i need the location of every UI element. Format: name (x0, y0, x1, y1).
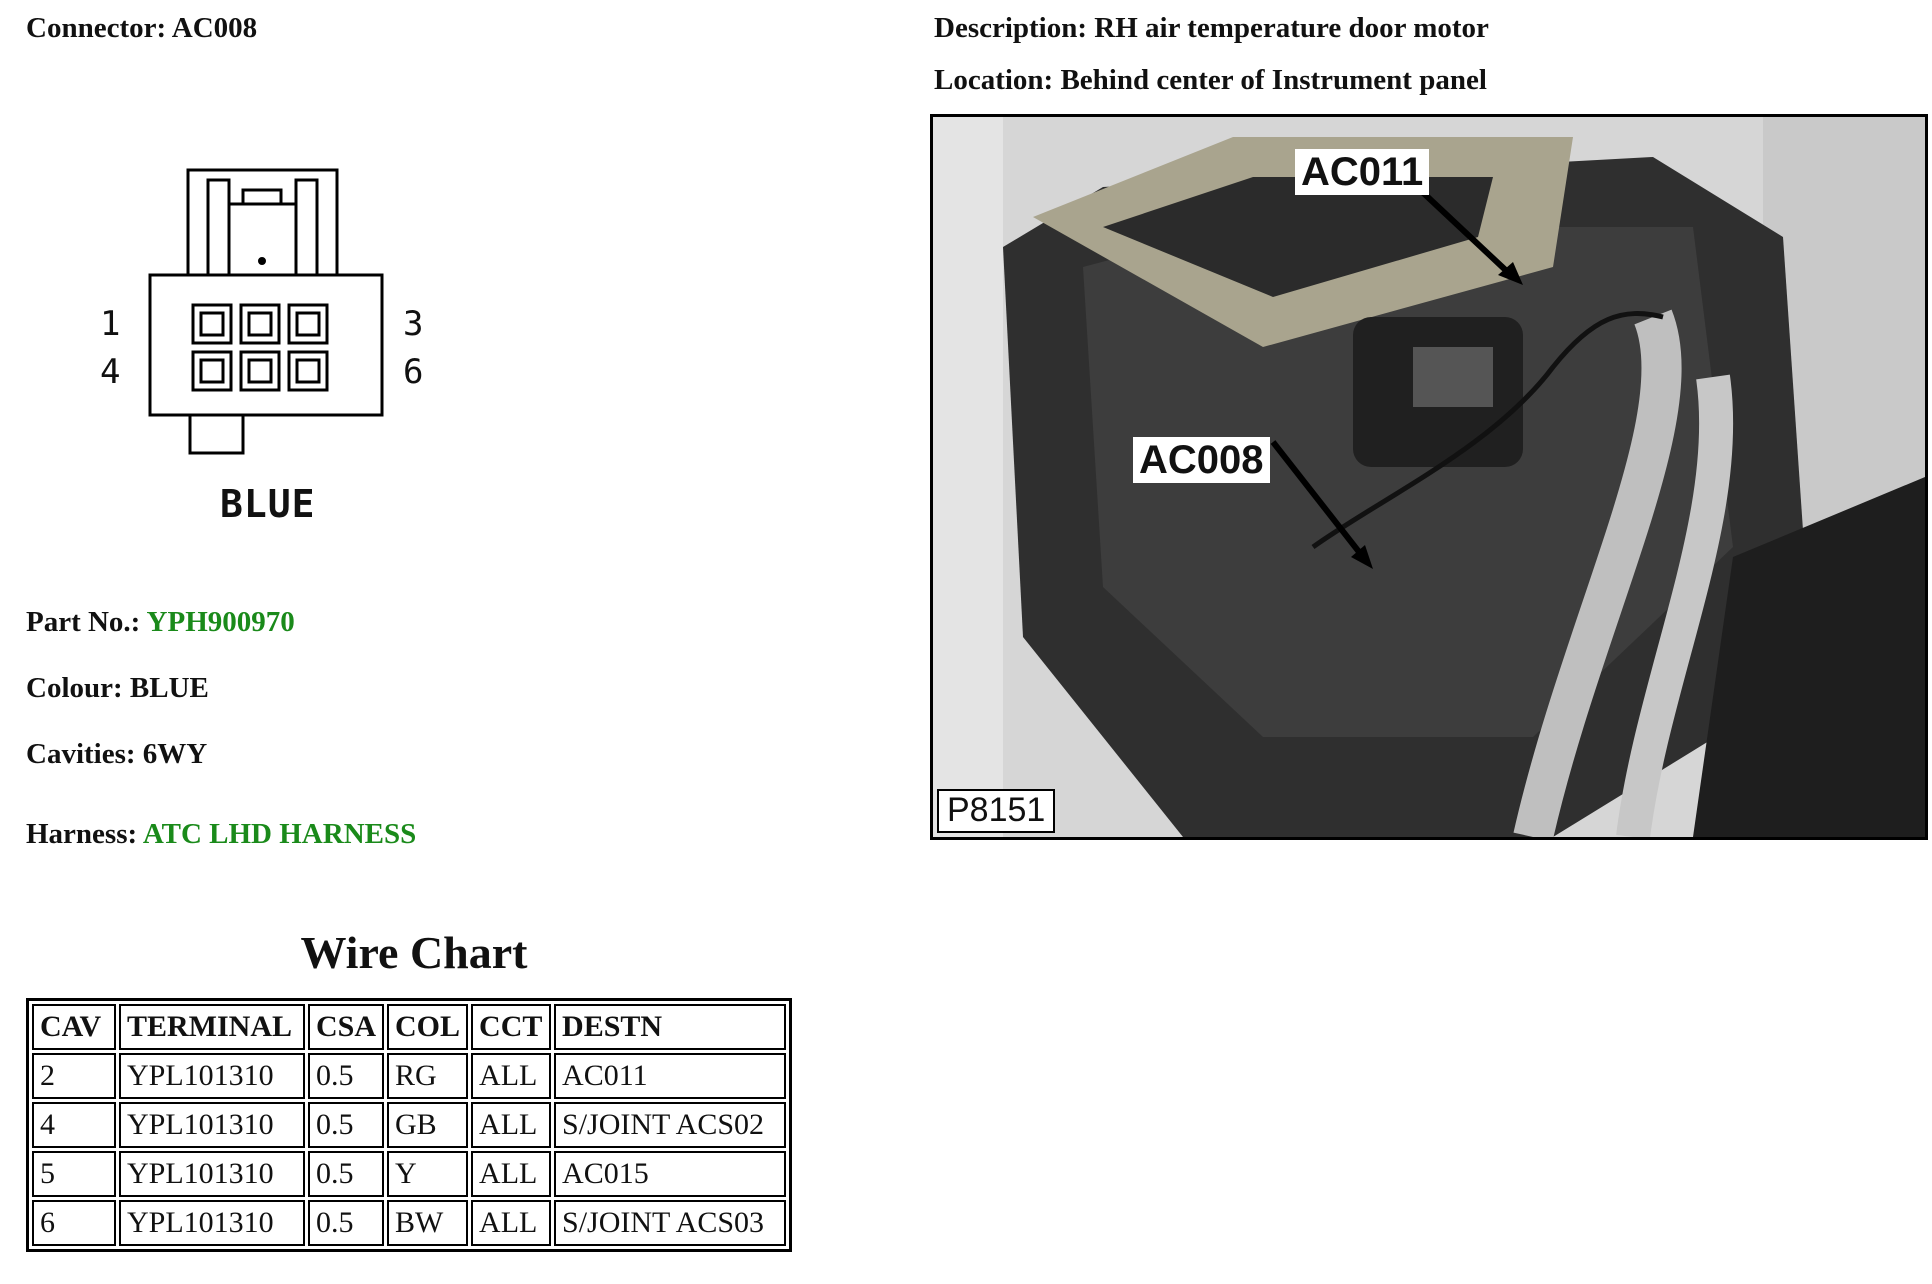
table-cell: S/JOINT ACS03 (554, 1200, 786, 1246)
table-cell: ALL (471, 1151, 551, 1197)
table-cell: 5 (32, 1151, 116, 1197)
photo-code: P8151 (937, 789, 1055, 833)
part-no-line (26, 608, 295, 637)
part-no-label: Part No.: (26, 606, 141, 638)
table-cell: AC011 (554, 1053, 786, 1099)
table-cell: ALL (471, 1053, 551, 1099)
colour-value: BLUE (129, 672, 209, 704)
connector-diagram (95, 160, 455, 540)
callout-ac011: AC011 (1295, 149, 1429, 195)
description-line (934, 14, 1489, 43)
colour-line (26, 674, 209, 703)
location-value: Behind center of Instrument panel (1060, 64, 1487, 96)
table-cell: YPL101310 (119, 1053, 305, 1099)
table-cell: ALL (471, 1102, 551, 1148)
table-cell: BW (387, 1200, 468, 1246)
cavities-label: Cavities: (26, 738, 136, 770)
table-cell: AC015 (554, 1151, 786, 1197)
harness-label: Harness: (26, 818, 138, 850)
table-cell: 6 (32, 1200, 116, 1246)
location-line (934, 66, 1487, 95)
col-header: COL (387, 1004, 468, 1050)
table-row (32, 1200, 786, 1246)
table-cell: GB (387, 1102, 468, 1148)
table-cell: ALL (471, 1200, 551, 1246)
harness-line (26, 820, 416, 849)
table-cell: 4 (32, 1102, 116, 1148)
table-row (32, 1151, 786, 1197)
colour-label: Colour: (26, 672, 123, 704)
col-header: CAV (32, 1004, 116, 1050)
table-cell: 0.5 (308, 1102, 384, 1148)
location-photo (930, 114, 1928, 840)
table-cell: Y (387, 1151, 468, 1197)
table-header-row (32, 1004, 786, 1050)
table-cell: YPL101310 (119, 1200, 305, 1246)
col-header: TERMINAL (119, 1004, 305, 1050)
table-cell: YPL101310 (119, 1151, 305, 1197)
description-label: Description: (934, 12, 1088, 44)
table-cell: YPL101310 (119, 1102, 305, 1148)
connector-label: Connector: (26, 12, 167, 44)
part-no-link[interactable]: YPH900970 (146, 606, 295, 638)
description-value: RH air temperature door motor (1094, 12, 1489, 44)
table-cell: 2 (32, 1053, 116, 1099)
table-cell: 0.5 (308, 1053, 384, 1099)
callout-ac008: AC008 (1133, 437, 1270, 483)
table-row (32, 1102, 786, 1148)
connector-value: AC008 (171, 12, 258, 44)
table-cell: 0.5 (308, 1151, 384, 1197)
hvac-unit-illustration (933, 117, 1925, 837)
cavities-line (26, 740, 207, 769)
wire-chart-title: Wire Chart (300, 927, 528, 978)
col-header: DESTN (554, 1004, 786, 1050)
pin-number-6: 6 (403, 352, 424, 392)
table-row (32, 1053, 786, 1099)
location-label: Location: (934, 64, 1054, 96)
pin-number-3: 3 (403, 304, 424, 344)
wire-chart-table (26, 998, 792, 1252)
cavities-value: 6WY (142, 738, 208, 770)
pin-number-1: 1 (100, 304, 121, 344)
table-cell: S/JOINT ACS02 (554, 1102, 786, 1148)
table-cell: 0.5 (308, 1200, 384, 1246)
col-header: CSA (308, 1004, 384, 1050)
connector-color-label: BLUE (220, 482, 316, 526)
connector-face-drawing (95, 160, 455, 460)
col-header: CCT (471, 1004, 551, 1050)
table-cell: RG (387, 1053, 468, 1099)
pin-number-4: 4 (100, 352, 121, 392)
connector-line (26, 14, 257, 43)
harness-link[interactable]: ATC LHD HARNESS (142, 818, 417, 850)
